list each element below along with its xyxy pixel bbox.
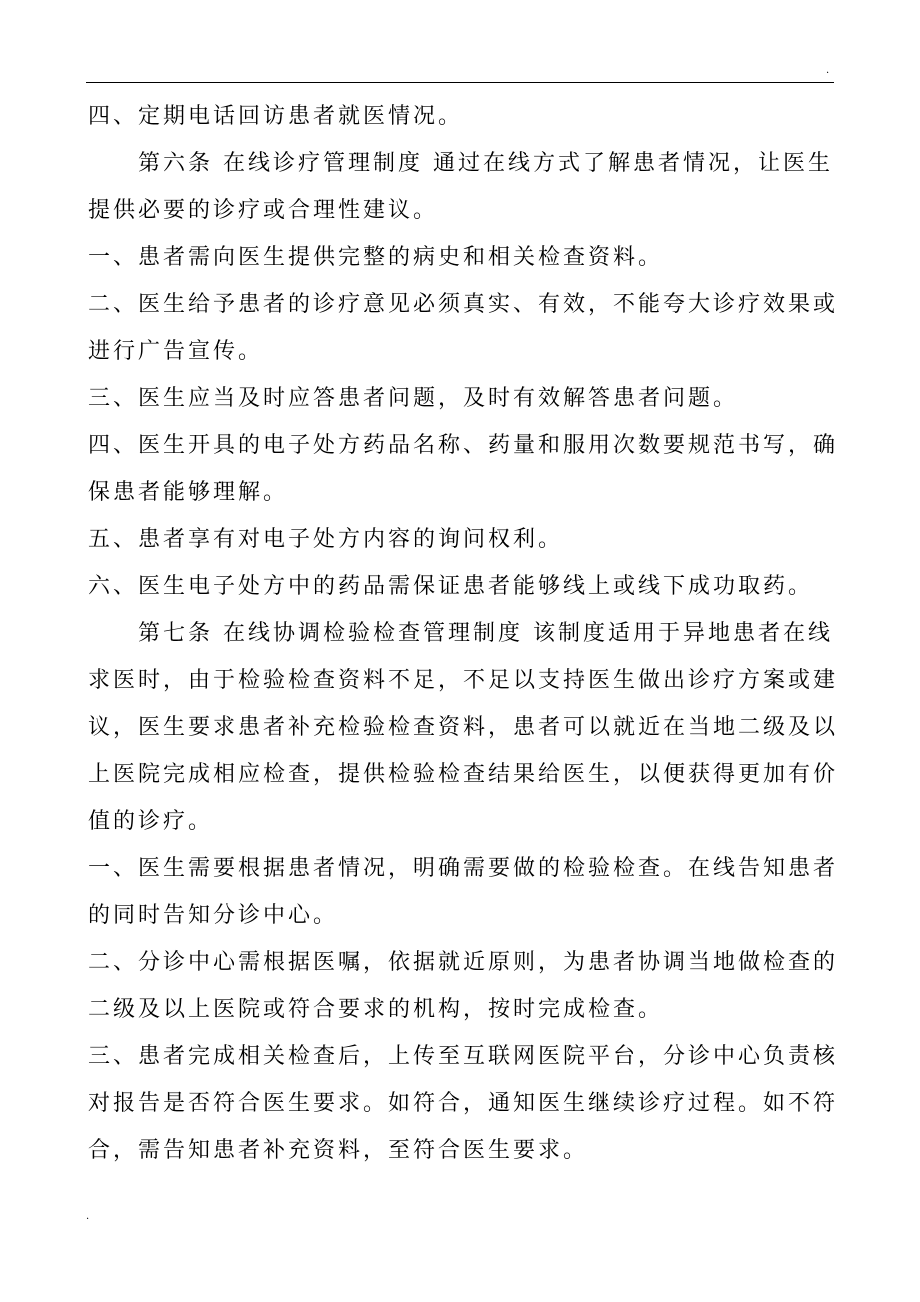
text-line: 一、医生需要根据患者情况，明确需要做的检验检查。在线告知患者 — [88, 856, 839, 881]
text-line: 四、医生开具的电子处方药品名称、药量和服用次数要规范书写，确 — [88, 433, 839, 458]
text-line: 议，医生要求患者补充检验检查资料，患者可以就近在当地二级及以 — [88, 715, 839, 740]
article-6-item-3 — [88, 375, 838, 422]
article-7-heading-paragraph — [88, 610, 838, 845]
text-line: 二级及以上医院或符合要求的机构，按时完成检查。 — [88, 997, 664, 1022]
text-line: 提供必要的诊疗或合理性建议。 — [88, 198, 439, 223]
text-line: 一、患者需向医生提供完整的病史和相关检查资料。 — [88, 245, 664, 270]
paragraph-item-4 — [88, 93, 838, 140]
article-6-item-5 — [88, 516, 838, 563]
article-6-item-6 — [88, 563, 838, 610]
text-line: 二、分诊中心需根据医嘱，依据就近原则，为患者协调当地做检查的 — [88, 950, 839, 975]
article-6-item-2 — [88, 281, 838, 375]
footer-corner-mark: . — [86, 1211, 90, 1222]
text-line: 的同时告知分诊中心。 — [88, 903, 339, 928]
text-line: 合，需告知患者补充资料，至符合医生要求。 — [88, 1138, 589, 1163]
text-line: 值的诊疗。 — [88, 809, 214, 834]
text-line: 上医院完成相应检查，提供检验检查结果给医生，以便获得更加有价 — [88, 762, 839, 787]
text-line: 第六条 在线诊疗管理制度 通过在线方式了解患者情况，让医生 — [138, 151, 833, 176]
text-line: 求医时，由于检验检查资料不足，不足以支持医生做出诊疗方案或建 — [88, 668, 839, 693]
article-6-heading-paragraph — [88, 140, 838, 234]
text-line: 二、医生给予患者的诊疗意见必须真实、有效，不能夸大诊疗效果或 — [88, 292, 839, 317]
document-body — [88, 93, 838, 1174]
text-line: 对报告是否符合医生要求。如符合，通知医生继续诊疗过程。如不符 — [88, 1091, 839, 1116]
article-7-item-3 — [88, 1033, 838, 1174]
text-line: 六、医生电子处方中的药品需保证患者能够线上或线下成功取药。 — [88, 574, 814, 599]
text-line: 进行广告宣传。 — [88, 339, 264, 364]
text-line: 三、患者完成相关检查后，上传至互联网医院平台，分诊中心负责核 — [88, 1044, 839, 1069]
text-line: 第七条 在线协调检验检查管理制度 该制度适用于异地患者在线 — [138, 621, 833, 646]
article-7-item-2 — [88, 939, 838, 1033]
text-line: 保患者能够理解。 — [88, 480, 289, 505]
article-7-item-1 — [88, 845, 838, 939]
text-line: 四、定期电话回访患者就医情况。 — [88, 104, 464, 129]
article-6-item-1 — [88, 234, 838, 281]
article-6-item-4 — [88, 422, 838, 516]
header-corner-mark: . — [826, 65, 830, 76]
text-line: 三、医生应当及时应答患者问题，及时有效解答患者问题。 — [88, 386, 739, 411]
text-line: 五、患者享有对电子处方内容的询问权利。 — [88, 527, 564, 552]
header-rule — [86, 82, 834, 83]
